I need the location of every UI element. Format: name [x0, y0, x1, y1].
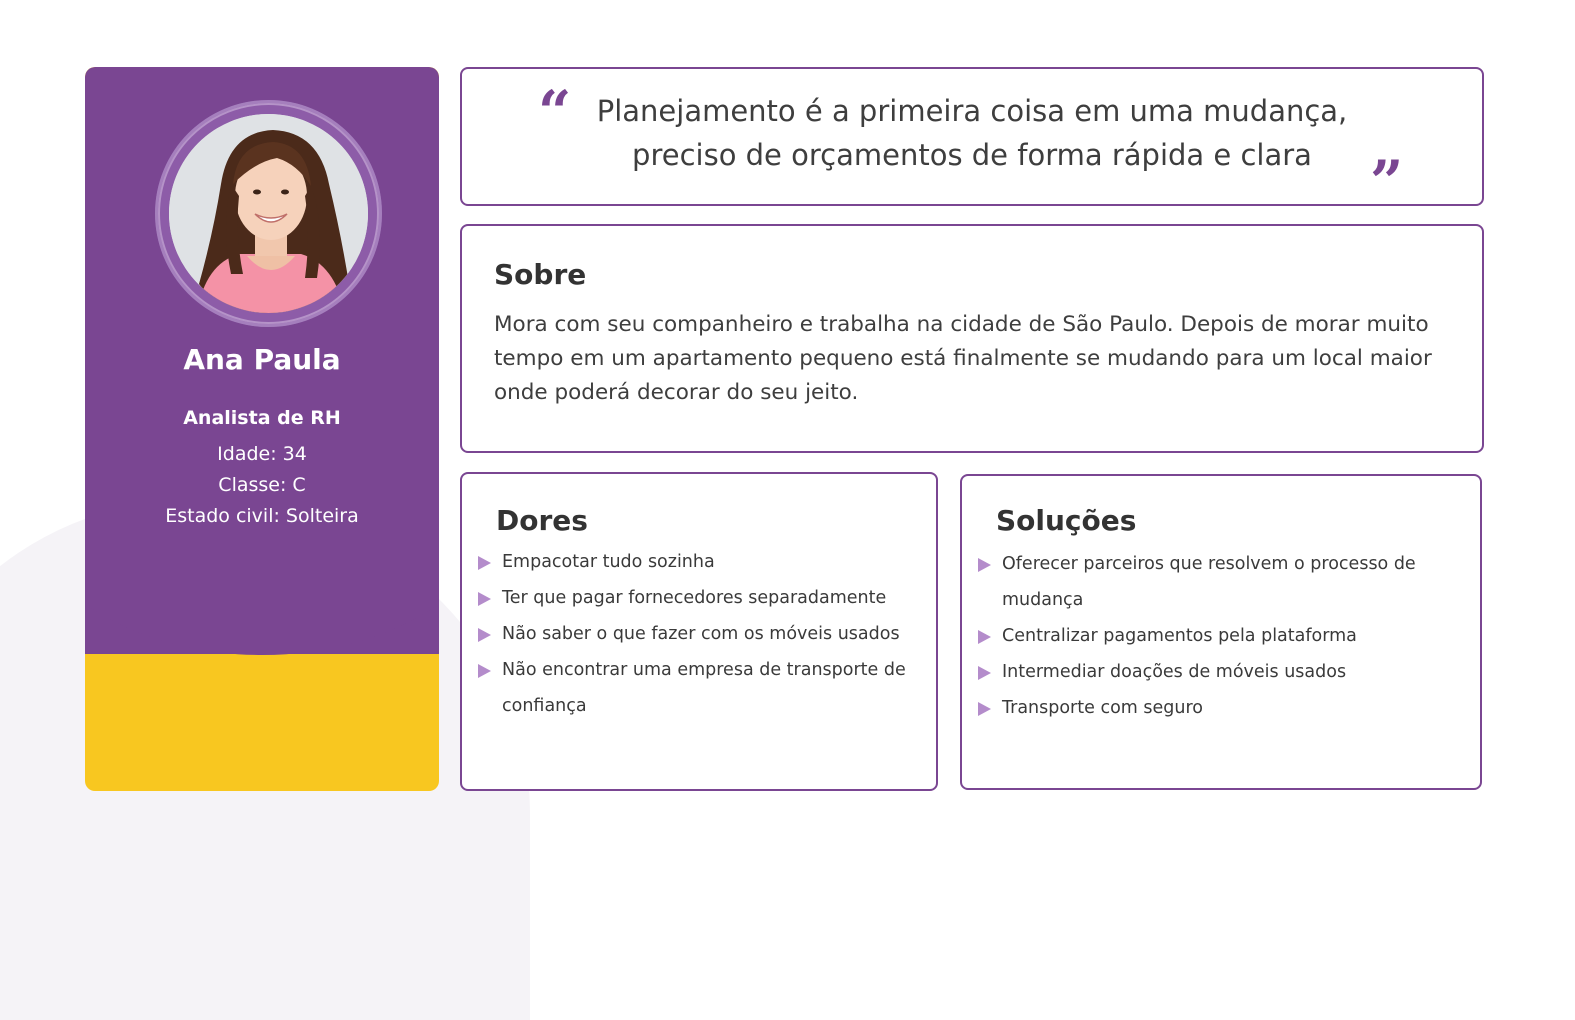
list-item: Intermediar doações de móveis usados — [976, 654, 1416, 690]
profile-marital-status: Estado civil: Solteira — [165, 505, 359, 527]
pains-list — [476, 544, 926, 724]
quote-close-icon: ” — [1370, 148, 1404, 216]
triangle-bullet-icon — [478, 592, 491, 606]
pains-card — [460, 472, 938, 791]
list-item: Não saber o que fazer com os móveis usados — [476, 616, 926, 652]
profile-name: Ana Paula — [183, 343, 341, 376]
solutions-title: Soluções — [996, 504, 1137, 537]
list-item: Centralizar pagamentos pela plataforma — [976, 618, 1416, 654]
triangle-bullet-icon — [478, 664, 491, 678]
profile-age: Idade: 34 — [217, 443, 307, 465]
quote-card — [460, 67, 1484, 216]
avatar — [169, 114, 368, 313]
triangle-bullet-icon — [978, 702, 991, 716]
list-item: Oferecer parceiros que resolvem o processo de mudança — [976, 546, 1416, 618]
quote-open-icon: “ — [538, 78, 572, 146]
solutions-list — [976, 546, 1416, 726]
profile-card — [85, 67, 439, 791]
about-card — [460, 224, 1484, 453]
quote-text — [462, 89, 1482, 177]
pains-title: Dores — [496, 504, 588, 537]
list-item: Ter que pagar fornecedores separadamente — [476, 580, 926, 616]
profile-role: Analista de RH — [183, 407, 341, 429]
triangle-bullet-icon — [978, 630, 991, 644]
triangle-bullet-icon — [478, 628, 491, 642]
triangle-bullet-icon — [478, 556, 491, 570]
person-photo-icon — [169, 114, 368, 313]
triangle-bullet-icon — [978, 558, 991, 572]
quote-line-1: Planejamento é a primeira coisa em uma mudança, — [596, 94, 1348, 128]
quote-line-2: preciso de orçamentos de forma rápida e clara — [632, 138, 1312, 172]
list-item: Não encontrar uma empresa de transporte de confiança — [476, 652, 926, 724]
triangle-bullet-icon — [978, 666, 991, 680]
profile-class: Classe: C — [218, 474, 306, 496]
about-title: Sobre — [494, 258, 587, 291]
list-item: Transporte com seguro — [976, 690, 1416, 726]
solutions-card — [960, 474, 1482, 790]
about-text: Mora com seu companheiro e trabalha na cidade de São Paulo. Depois de morar muito tempo em um apartamento pequeno está finalmente se mudando para um local maior onde poderá decorar do seu jeito. — [494, 312, 1432, 405]
list-item: Empacotar tudo sozinha — [476, 544, 926, 580]
